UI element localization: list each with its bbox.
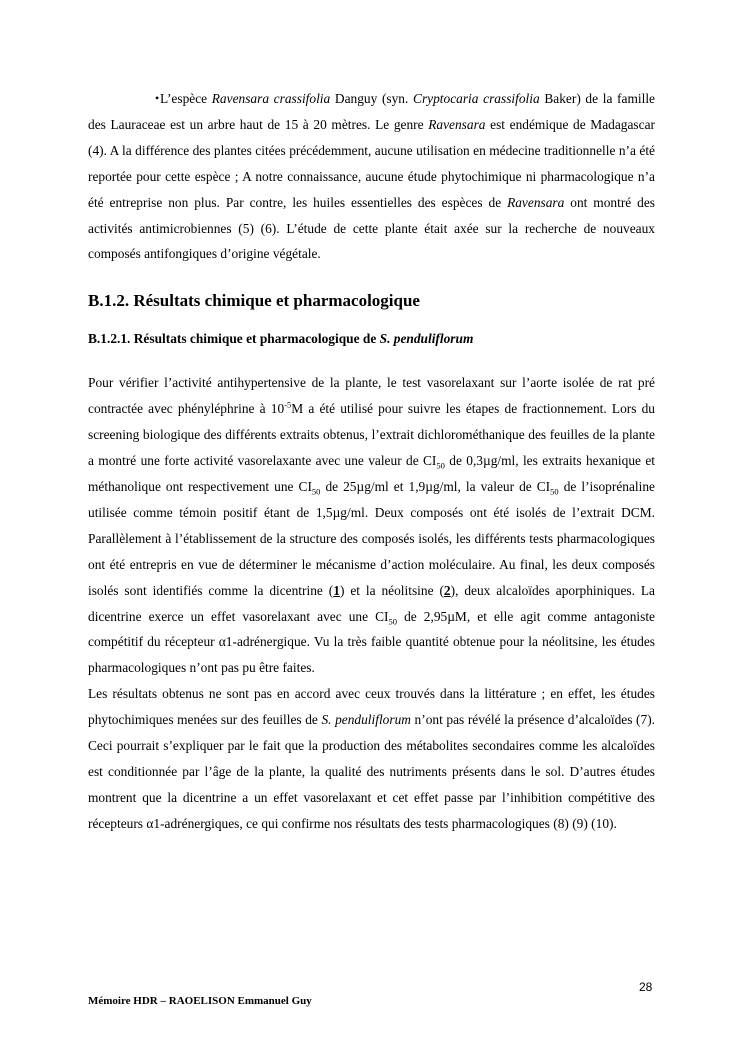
section-heading: B.1.2. Résultats chimique et pharmacologique [88, 291, 420, 311]
page-number: 28 [639, 980, 653, 994]
subsection-heading: B.1.2.1. Résultats chimique et pharmacologique de S. penduliflorum [88, 331, 474, 347]
compound-number: 1 [333, 582, 340, 598]
bullet-paragraph: • L’espèce Ravensara crassifolia Danguy (syn. Cryptocaria crassifolia Baker) de la famille des Lauraceae est un arbre haut de 15 à 20 mètres. Le genre Ravensara est endémique de Madagascar (4). A la différence des plantes citées précédemment, aucune utilisation en médecine traditionnelle n’a été reportée pour cette espèce ; A notre connaissance, aucune étude phytochimique ni pharmacologique n’a été entreprise non plus. Par contre, les huiles essentielles des espèces de Ravensara ont montré des activités antimicrobiennes (5) (6). L’étude de cette plante était axée sur la recherche de nouveaux composés antifongiques d’origine végétale. [88, 86, 655, 267]
paragraph-results: Pour vérifier l’activité antihypertensive de la plante, le test vasorelaxant sur l’aorte isolée de rat pré contractée avec phényléphrine à $10^{-5}M$ a été utilisé pour suivre les étapes de fractionnement. Lors du screening biologique des différents extraits obtenus, l’extrait dichlorométhanique des feuilles de la plante a montré une forte activité vasorelaxante avec une valeur de $CI_{50}$ de 0,3µg/ml, les extraits hexanique et méthanolique ont respectivement une $CI_{50}$ de 25µg/ml et 1,9µg/ml, la valeur de $CI_{50}$ de l’isoprénaline utilisée comme témoin positif étant de 1,5µg/ml. Deux composés ont été isolés de l’extrait DCM. Parallèlement à l’établissement de la structure des composés isolés, les différents tests pharmacologiques ont été entrepris en vue de déterminer le mécanisme d’action moléculaire. Au final, les deux composés isolés sont identifiés comme la dicentrine (1) et la néolitsine (2), deux alcaloïdes aporphiniques. La dicentrine exerce un effet vasorelaxant avec une $CI_{50}$ de 2,95µM, et elle agit comme antagoniste compétitif du récepteur α1-adrénergique. Vu la très faible quantité obtenue pour la néolitsine, les études pharmacologiques n’ont pas pu être faites. [88, 375, 656, 676]
spacer [88, 352, 655, 370]
compound-number: 2 [443, 582, 451, 598]
paragraph-discussion: Les résultats obtenus ne sont pas en accord avec ceux trouvés dans la littérature ; en effet, les études phytochimiques menées sur des feuilles de S. penduliflorum n’ont pas révélé la présence d’alcaloïdes (7). Ceci pourrait s’expliquer par le fait que la production des métabolites secondaires comme les alcaloïdes est conditionnée par l’âge de la plante, la qualité des nutriments présents dans le sol. D’autres études montrent que la dicentrine a un effet vasorelaxant et cet effet passe par l’inhibition compétitive des récepteurs α1-adrénergiques, ce qui confirme nos résultats des tests pharmacologiques (8) (9) (10). [88, 686, 655, 831]
bullet-icon: • [155, 91, 160, 105]
page-footer: Mémoire HDR – RAOELISON Emmanuel Guy [88, 995, 312, 1007]
page-content [88, 86, 655, 837]
